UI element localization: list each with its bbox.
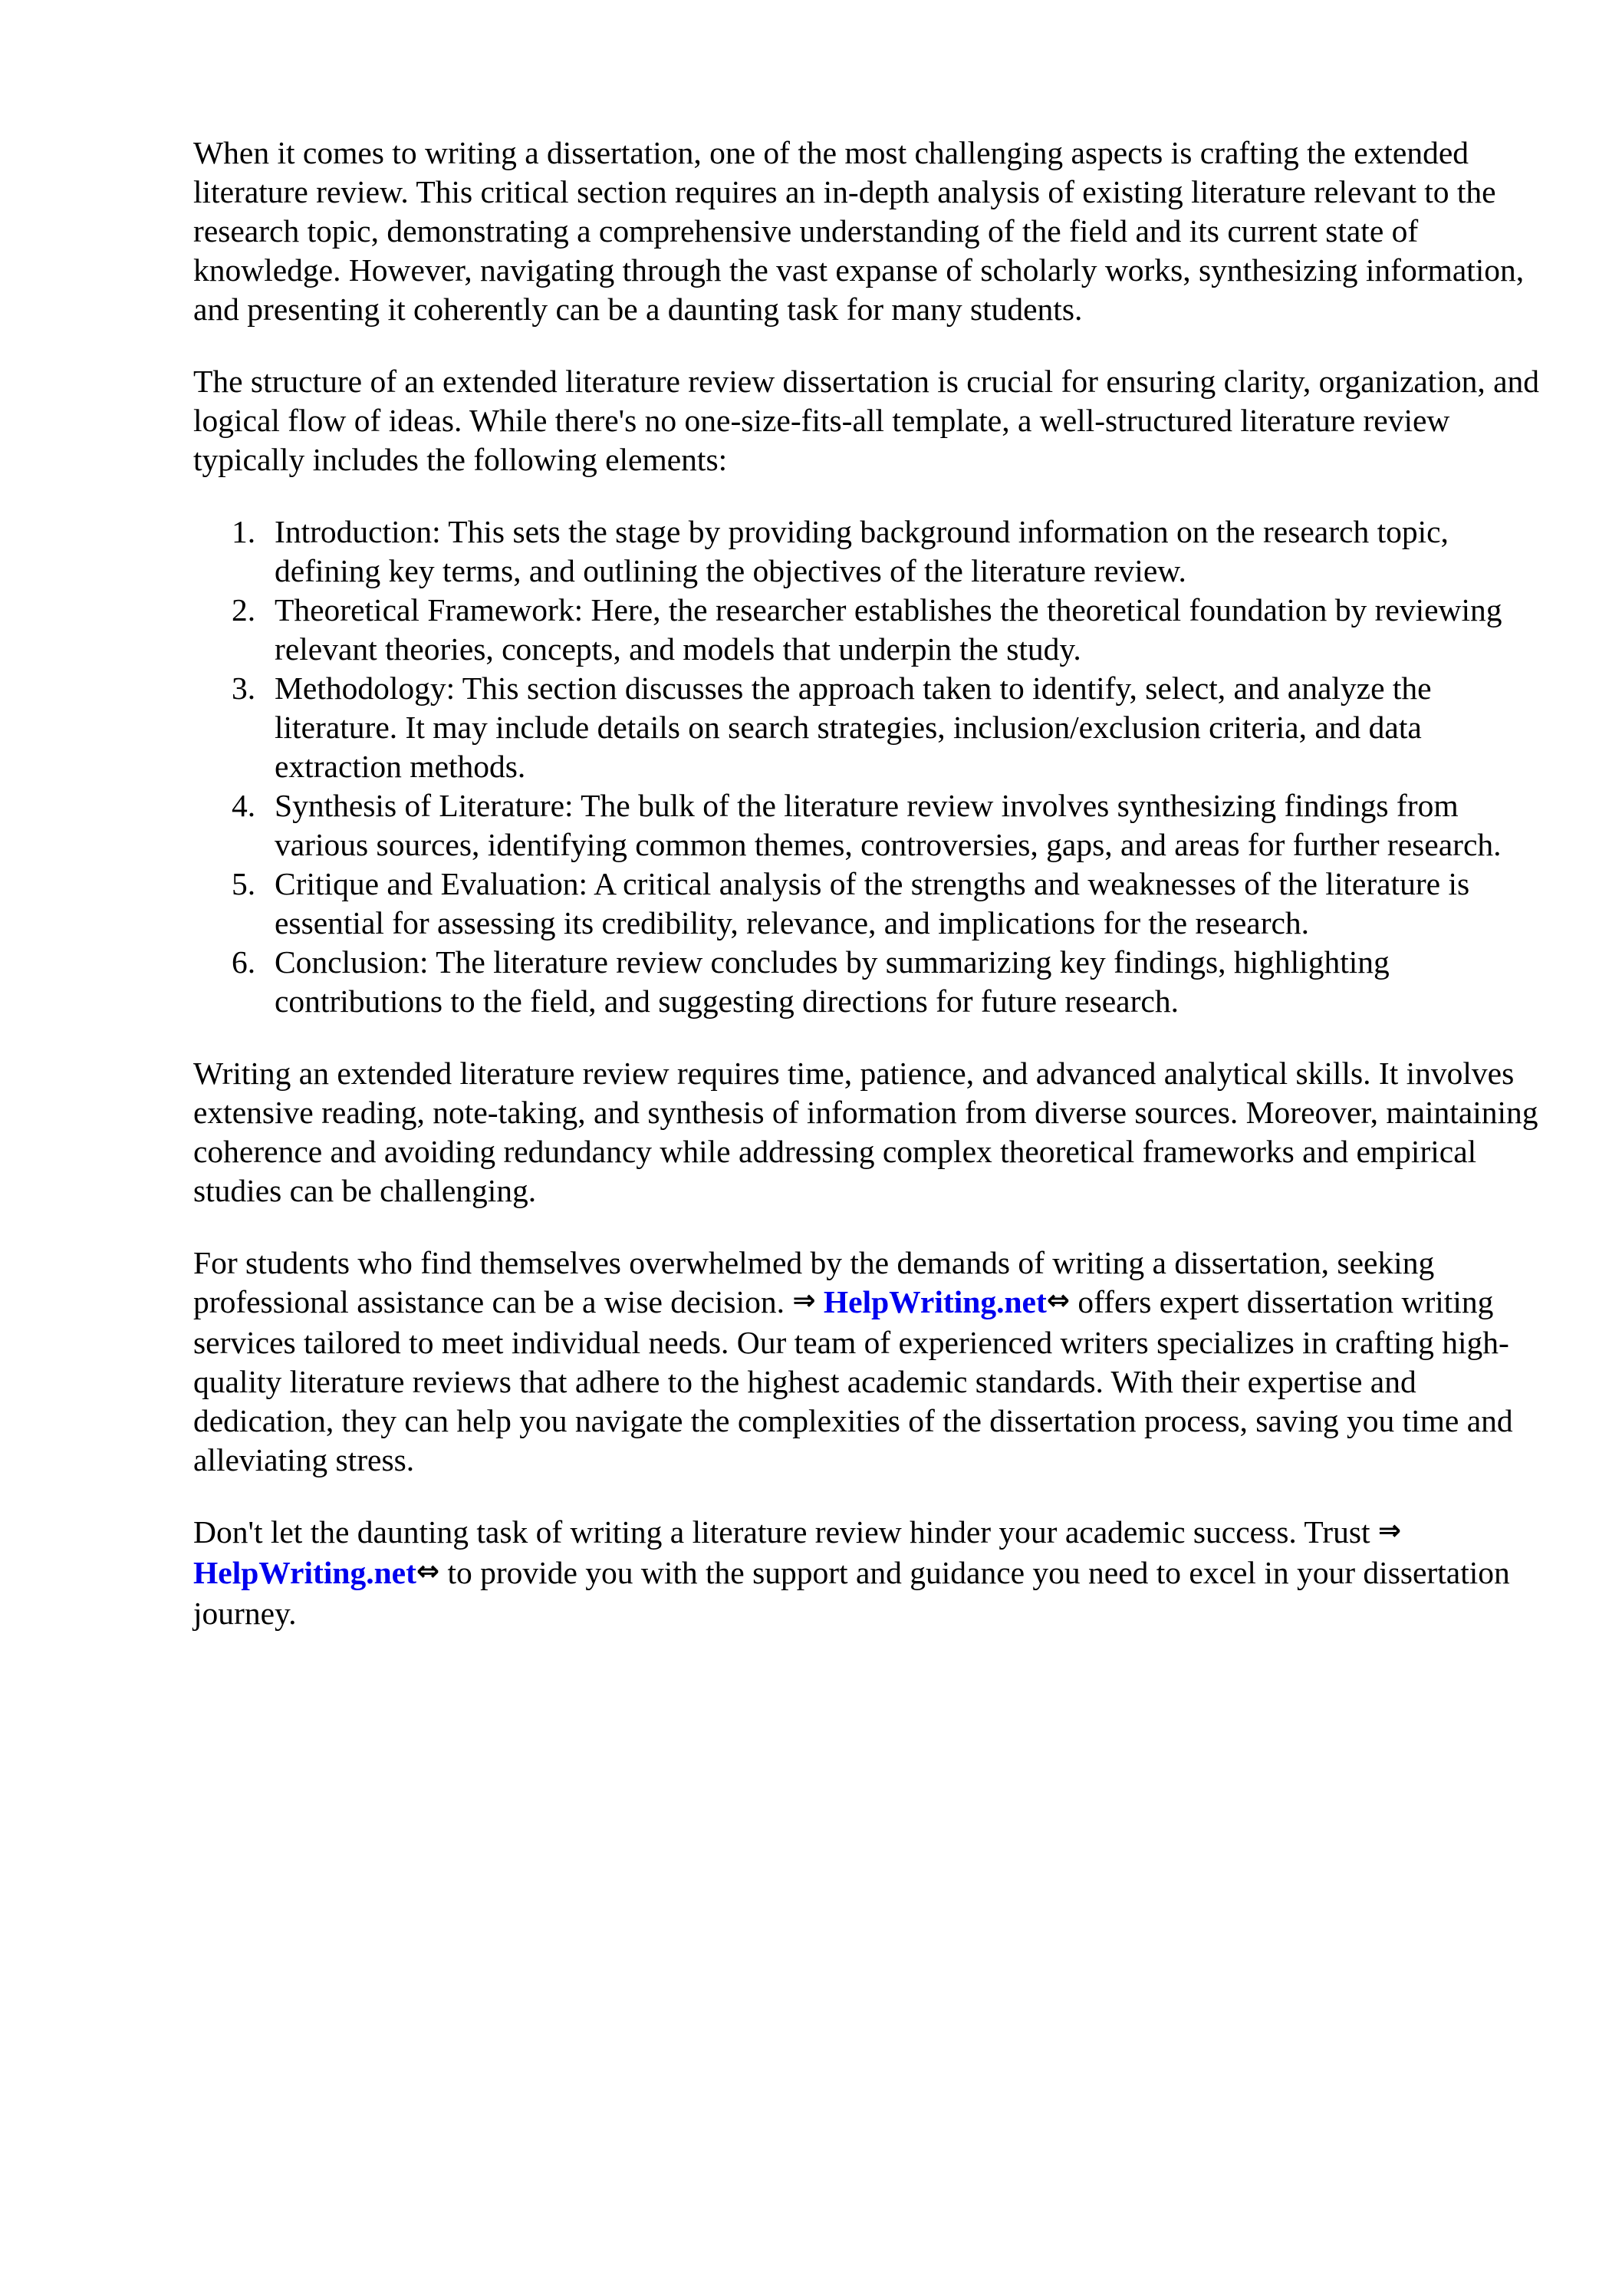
list-item-text: Introduction: This sets the stage by providing background information on the research topic, defining key terms, and outlining the objectives of the literature review. [275, 514, 1449, 588]
list-number: 1. [232, 514, 256, 549]
list-item-methodology [232, 669, 1543, 786]
helpwriting-link[interactable]: HelpWriting.net [823, 1284, 1047, 1319]
list-item-text: Synthesis of Literature: The bulk of the literature review involves synthesizing findings from various sources, identifying common themes, controversies, gaps, and areas for further research. [275, 788, 1502, 862]
list-item-text: Conclusion: The literature review concludes by summarizing key findings, highlighting contributions to the field, and suggesting directions for future research. [275, 944, 1390, 1019]
list-number: 2. [232, 592, 256, 628]
double-left-right-arrow-icon: ⇔ [416, 1556, 440, 1587]
assistance-text-after: offers expert dissertation writing services tailored to meet individual needs. Our team of experienced writers specializes in crafting high-quality literature reviews that adhere to the highest academic standards. With their expertise and dedication, they can help you navigate the complexities of the dissertation process, saving you time and alleviating stress. [193, 1284, 1513, 1477]
list-item-text: Critique and Evaluation: A critical analysis of the strengths and weaknesses of the literature is essential for assessing its credibility, relevance, and implications for the research. [275, 866, 1470, 940]
list-number: 3. [232, 670, 256, 706]
closing-text-after: to provide you with the support and guidance you need to excel in your dissertation journey. [193, 1555, 1510, 1631]
list-number: 4. [232, 788, 256, 823]
intro-paragraph: When it comes to writing a dissertation, one of the most challenging aspects is crafting the extended literature review. This critical section requires an in-depth analysis of existing literature relevant to the research topic, demonstrating a comprehensive understanding of the field and its current state of knowledge. However, navigating through the vast expanse of scholarly works, synthesizing information, and presenting it coherently can be a daunting task for many students. [193, 135, 1525, 327]
list-item-introduction [232, 512, 1543, 591]
structure-elements-list [193, 512, 1543, 1021]
assistance-paragraph [193, 1244, 1543, 1480]
list-item-synthesis [232, 786, 1543, 865]
double-right-arrow-icon: ⇒ [792, 1285, 816, 1316]
list-number: 6. [232, 944, 256, 980]
list-item-text: Methodology: This section discusses the approach taken to identify, select, and analyze the literature. It may include details on search strategies, inclusion/exclusion criteria, and data extraction methods. [275, 670, 1432, 784]
list-item-conclusion [232, 943, 1543, 1021]
list-item-critique [232, 865, 1543, 943]
document-page [193, 133, 1543, 1666]
double-left-right-arrow-icon: ⇔ [1046, 1285, 1070, 1316]
assistance-text-before: For students who find themselves overwhelmed by the demands of writing a dissertation, seeking professional assistance can be a wise decision. [193, 1245, 1435, 1319]
list-item-theoretical-framework [232, 591, 1543, 669]
double-right-arrow-icon: ⇒ [1377, 1515, 1402, 1547]
closing-text-before: Don't let the daunting task of writing a literature review hinder your academic success. Trust [193, 1514, 1370, 1550]
closing-paragraph [193, 1513, 1543, 1633]
requirements-paragraph: Writing an extended literature review requires time, patience, and advanced analytical skills. It involves extensive reading, note-taking, and synthesis of information from diverse sources. Moreover, maintaining coherence and avoiding redundancy while addressing complex theoretical frameworks and empirical studies can be challenging. [193, 1056, 1538, 1208]
helpwriting-link-closing[interactable]: HelpWriting.net [193, 1555, 416, 1590]
list-number: 5. [232, 866, 256, 901]
list-item-text: Theoretical Framework: Here, the researcher establishes the theoretical foundation by reviewing relevant theories, concepts, and models that underpin the study. [275, 592, 1502, 667]
structure-paragraph: The structure of an extended literature review dissertation is crucial for ensuring clarity, organization, and logical flow of ideas. While there's no one-size-fits-all template, a well-structured literature review typically includes the following elements: [193, 364, 1540, 477]
